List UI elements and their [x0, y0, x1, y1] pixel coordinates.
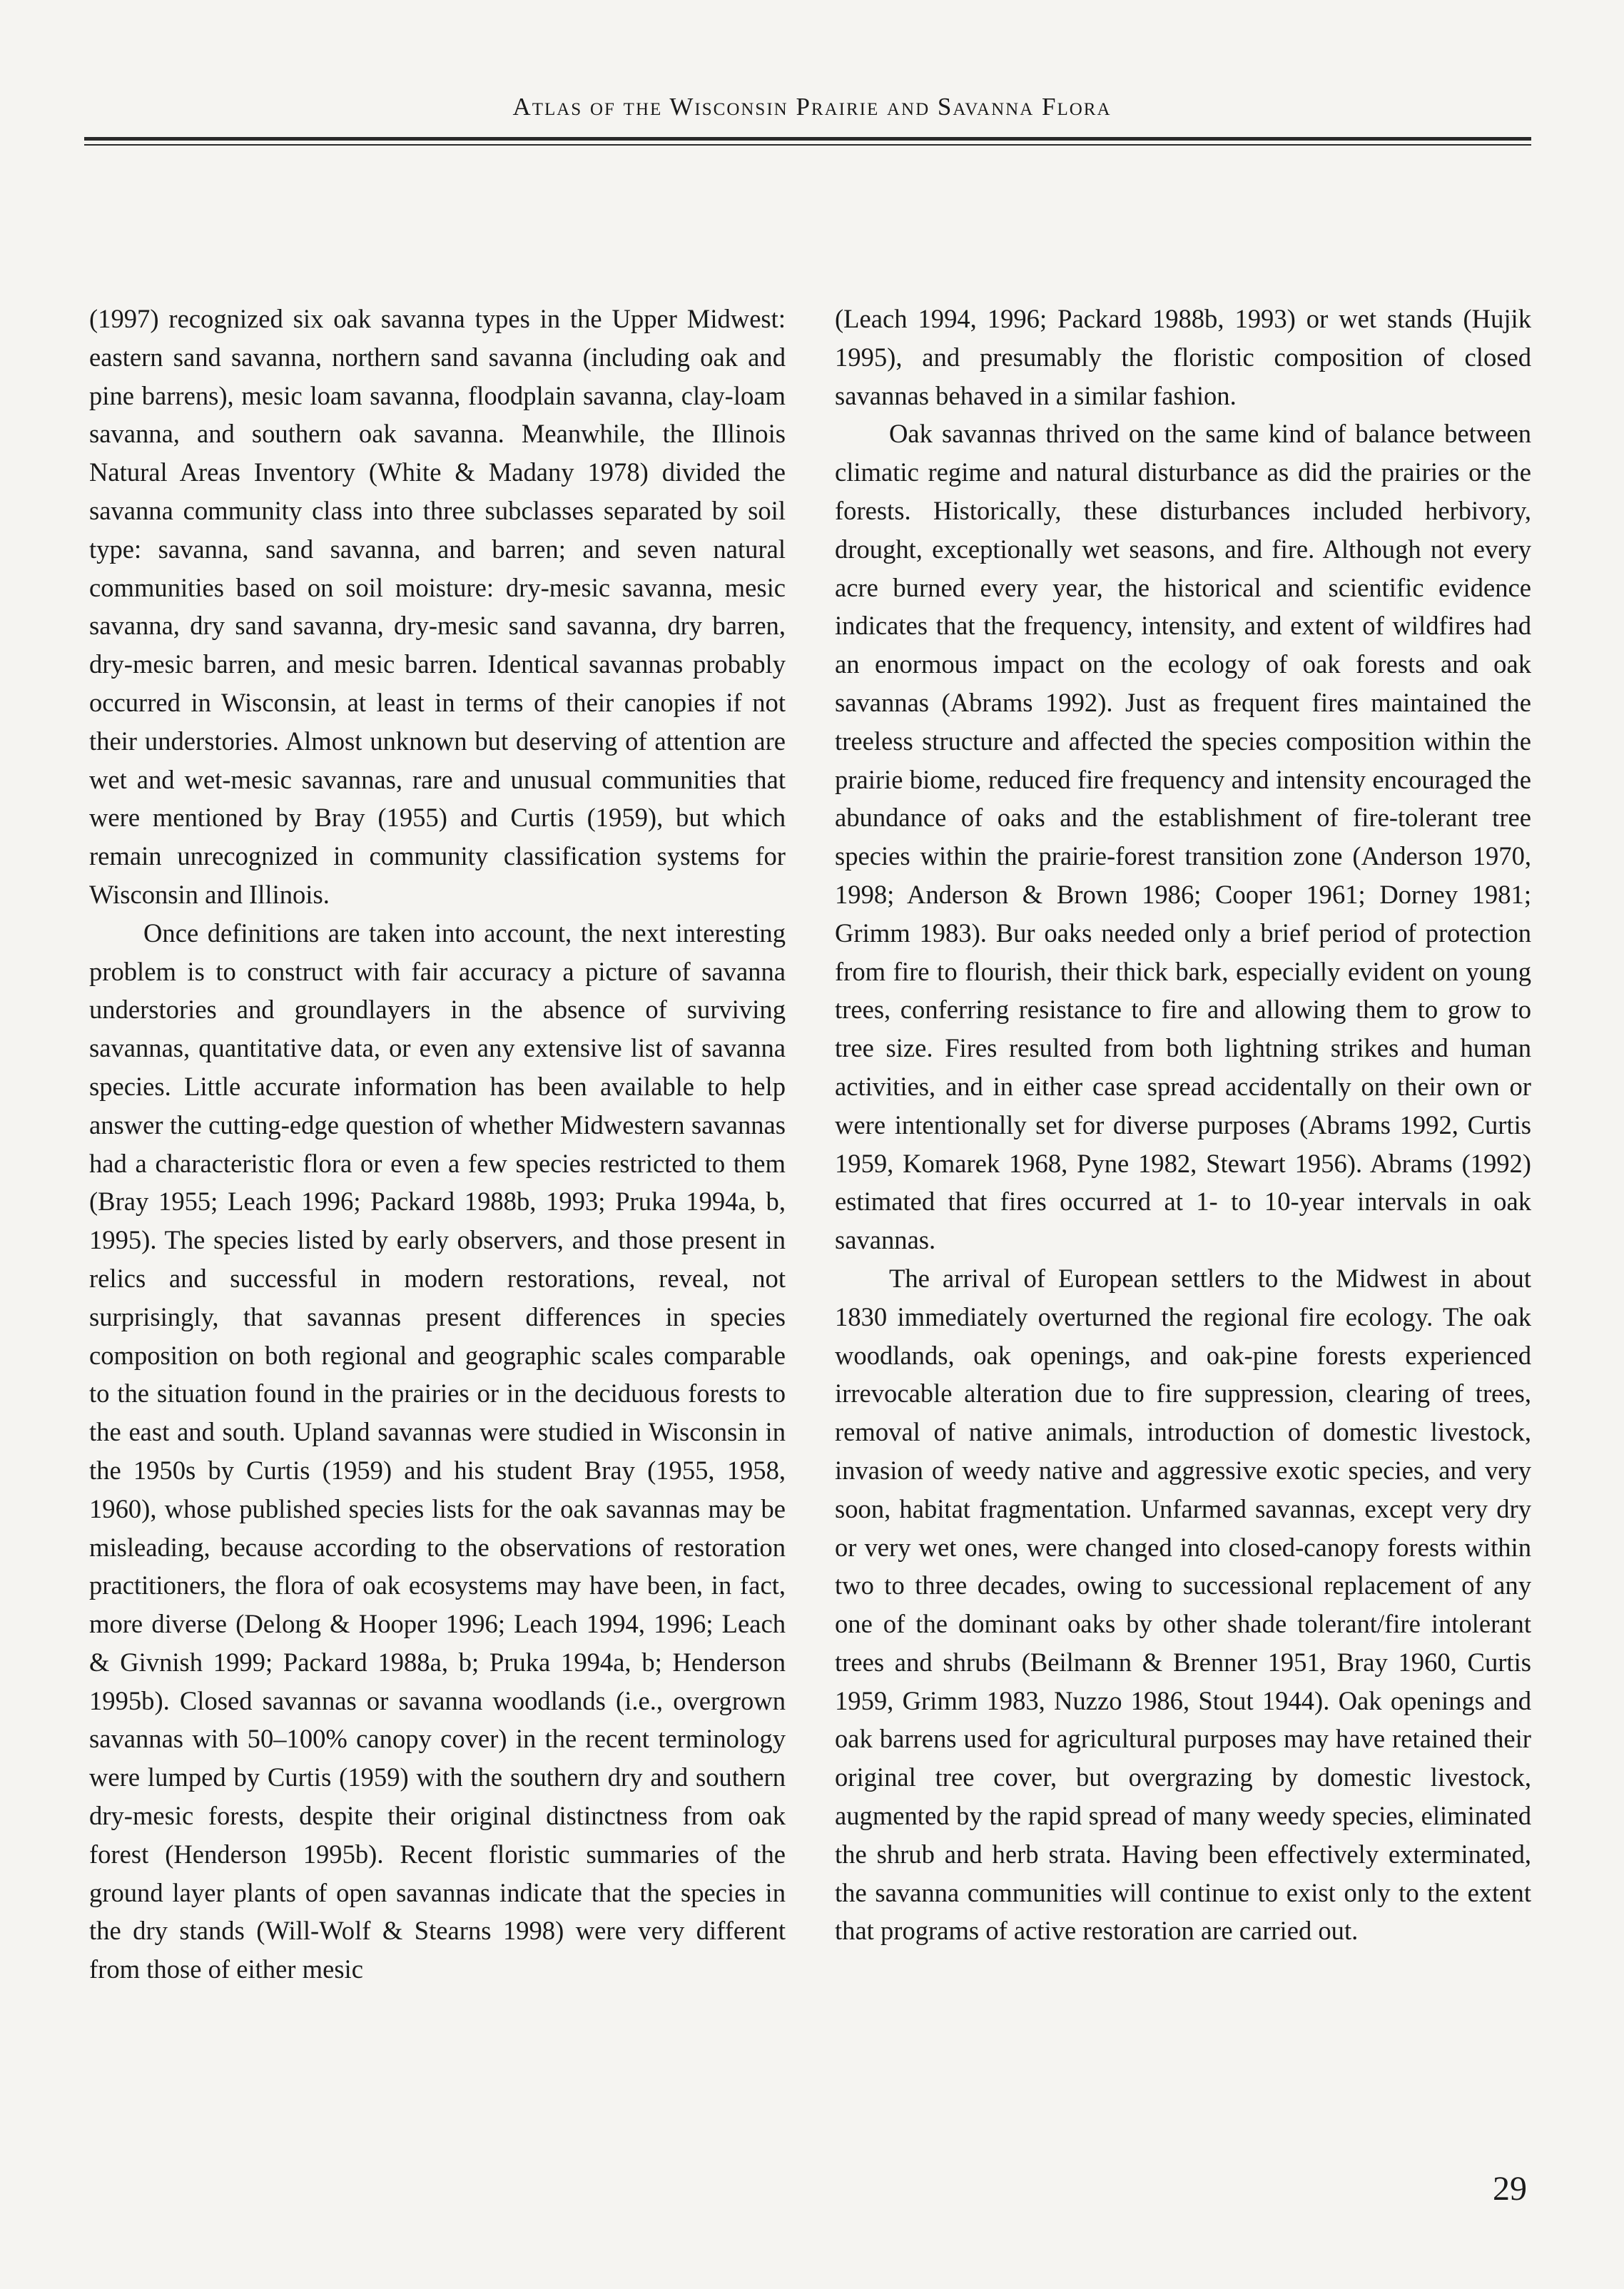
left-paragraph-1: (1997) recognized six oak savanna types in the Upper Midwest: eastern sand savanna, northern sand savanna (including oak and pine barrens), mesic loam savanna, floodplain savanna, clay-loam savanna, and southern oak savanna. Meanwhile, the Illinois Natural Areas Inventory (White & Madany 1978) divided the savanna community class into three subclasses separated by soil type: savanna, sand savanna, and barren; and seven natural communities based on soil moisture: dry-mesic savanna, mesic savanna, dry sand savanna, dry-mesic sand savanna, dry barren, dry-mesic barren, and mesic barren. Identical savannas probably occurred in Wisconsin, at least in terms of their canopies if not their understories. Almost unknown but deserving of attention are wet and wet-mesic savannas, rare and unusual communities that were mentioned by Bray (1955) and Curtis (1959), but which remain unrecognized in community classification systems for Wisconsin and Illinois. — [89, 304, 786, 909]
left-column — [89, 300, 786, 1989]
left-paragraph-2: Once definitions are taken into account, the next interesting problem is to construct with fair accuracy a picture of savanna understories and groundlayers in the absence of surviving savannas, quantitative data, or even any extensive list of savanna species. Little accurate information has been available to help answer the cutting-edge question of whether Midwestern savannas had a characteristic flora or even a few species restricted to them (Bray 1955; Leach 1996; Packard 1988b, 1993; Pruka 1994a, b, 1995). The species listed by early observers, and those present in relics and successful in modern restorations, reveal, not surprisingly, that savannas present differences in species composition on both regional and geographic scales comparable to the situation found in the prairies or in the deciduous forests to the east and south. Upland savannas were studied in Wisconsin in the 1950s by Curtis (1959) and his student Bray (1955, 1958, 1960), whose published species lists for the oak savannas may be misleading, because according to the observations of restoration practitioners, the flora of oak ecosystems may have been, in fact, more diverse (Delong & Hooper 1996; Leach 1994, 1996; Leach & Givnish 1999; Packard 1988a, b; Pruka 1994a, b; Henderson 1995b). Closed savannas or savanna woodlands (i.e., overgrown savannas with 50–100% canopy cover) in the recent terminology were lumped by Curtis (1959) with the southern dry and southern dry-mesic forests, despite their original distinctness from oak forest (Henderson 1995b). Recent floristic summaries of the ground layer plants of open savannas indicate that the species in the dry stands (Will-Wolf & Stearns 1998) were very different from those of either mesic — [89, 918, 786, 1984]
header-rule-thin — [84, 144, 1531, 146]
right-column — [835, 300, 1531, 1950]
right-paragraph-3: The arrival of European settlers to the Midwest in about 1830 immediately overturned the regional fire ecology. The oak woodlands, oak openings, and oak-pine forests experienced irrevocable alteration due to fire suppression, clearing of trees, removal of native animals, introduction of domestic livestock, invasion of weedy native and aggressive exotic species, and very soon, habitat fragmentation. Unfarmed savannas, except very dry or very wet ones, were changed into closed-canopy forests within two to three decades, owing to successional replacement of any one of the dominant oaks by other shade tolerant/fire intolerant trees and shrubs (Beilmann & Brenner 1951, Bray 1960, Curtis 1959, Grimm 1983, Nuzzo 1986, Stout 1944). Oak openings and oak barrens used for agricultural purposes may have retained their original tree cover, but overgrazing by domestic livestock, augmented by the rapid spread of many weedy species, eliminated the shrub and herb strata. Having been effectively exterminated, the savanna communities will continue to exist only to the extent that programs of active restoration are carried out. — [835, 1263, 1531, 1946]
right-paragraph-1: (Leach 1994, 1996; Packard 1988b, 1993) or wet stands (Hujik 1995), and presumably the floristic composition of closed savannas behaved in a similar fashion. — [835, 304, 1531, 410]
page-number: 29 — [1493, 2170, 1527, 2208]
right-paragraph-2: Oak savannas thrived on the same kind of balance between climatic regime and natural disturbance as did the prairies or the forests. Historically, these disturbances included herbivory, drought, exceptionally wet seasons, and fire. Although not every acre burned every year, the historical and scientific evidence indicates that the frequency, intensity, and extent of wildfires had an enormous impact on the ecology of oak forests and oak savannas (Abrams 1992). Just as frequent fires maintained the treeless structure and affected the species composition within the prairie biome, reduced fire frequency and intensity encouraged the abundance of oaks and the establishment of fire-tolerant tree species within the prairie-forest transition zone (Anderson 1970, 1998; Anderson & Brown 1986; Cooper 1961; Dorney 1981; Grimm 1983). Bur oaks needed only a brief period of protection from fire to flourish, their thick bark, especially evident on young trees, conferring resistance to fire and allowing them to grow to tree size. Fires resulted from both lightning strikes and human activities, and in either case spread accidentally on their own or were intentionally set for diverse purposes (Abrams 1992, Curtis 1959, Komarek 1968, Pyne 1982, Stewart 1956). Abrams (1992) estimated that fires occurred at 1- to 10-year intervals in oak savannas. — [835, 419, 1531, 1255]
header-rule-thick — [84, 137, 1531, 141]
running-head-title: Atlas of the Wisconsin Prairie and Savanna Flora — [512, 93, 1112, 121]
